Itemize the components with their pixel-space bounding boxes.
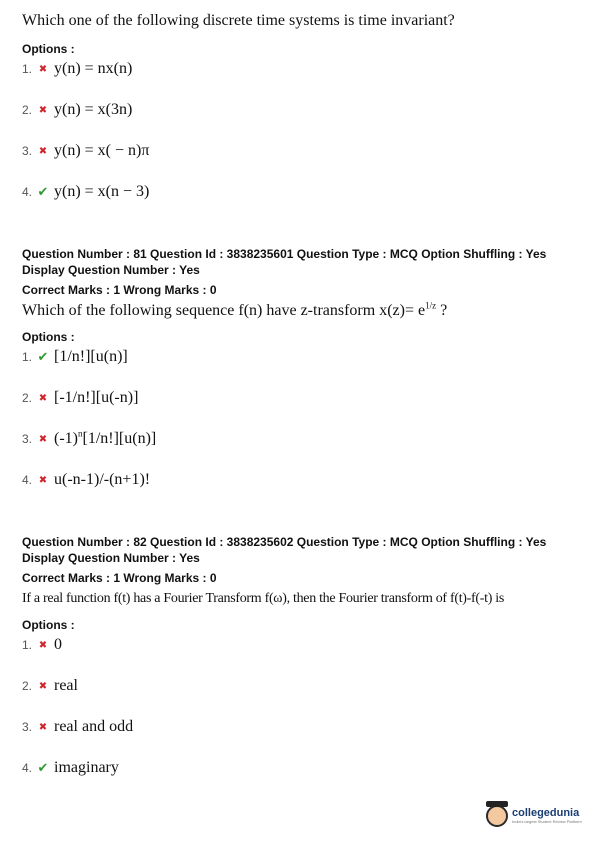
marks-info: Correct Marks : 1 Wrong Marks : 0: [22, 571, 217, 585]
question-block-81: [22, 246, 577, 490]
option-number: 3.: [22, 144, 33, 158]
cross-icon: ✖: [38, 433, 48, 445]
cross-icon: ✖: [38, 145, 48, 157]
option-2[interactable]: [22, 100, 577, 120]
option-text: 0: [54, 636, 62, 653]
cross-icon: ✖: [38, 63, 48, 75]
option-number: 3.: [22, 432, 33, 446]
option-text: [54, 430, 156, 448]
option-3[interactable]: [22, 141, 577, 161]
option-text: imaginary: [54, 759, 119, 776]
option-3[interactable]: [22, 717, 577, 737]
option-number: 1.: [22, 350, 33, 364]
option-2[interactable]: [22, 388, 577, 408]
cross-icon: ✖: [38, 474, 48, 486]
cross-icon: ✖: [38, 104, 48, 116]
option-text: y(n) = x( − n)π: [54, 142, 150, 159]
option-number: 1.: [22, 62, 33, 76]
option-text: y(n) = nx(n): [54, 60, 133, 77]
option-text-pre: (-1): [54, 430, 78, 447]
option-text-post: [1/n!][u(n)]: [82, 430, 157, 447]
option-text: u(-n-1)/-(n+1)!: [54, 471, 151, 488]
option-4[interactable]: [22, 758, 577, 778]
option-number: 4.: [22, 761, 33, 775]
marks-info: Correct Marks : 1 Wrong Marks : 0: [22, 283, 217, 297]
options-label: Options :: [22, 618, 75, 632]
check-icon: ✔: [37, 184, 49, 199]
option-4[interactable]: [22, 182, 577, 202]
cross-icon: ✖: [38, 392, 48, 404]
option-number: 3.: [22, 720, 33, 734]
option-text: real: [54, 677, 78, 694]
question-text: If a real function f(t) has a Fourier Transform f(ω), then the Fourier transform of f(t)-f(-t) is: [22, 591, 505, 606]
cross-icon: ✖: [38, 639, 48, 651]
option-3[interactable]: [22, 429, 577, 449]
question-text: [22, 300, 577, 321]
option-number: 4.: [22, 185, 33, 199]
option-4[interactable]: [22, 470, 577, 490]
display-question-number: Display Question Number : Yes: [22, 263, 200, 277]
question-text: Which one of the following discrete time systems is time invariant?: [22, 12, 455, 29]
option-1[interactable]: [22, 59, 577, 79]
option-number: 2.: [22, 103, 33, 117]
option-number: 4.: [22, 473, 33, 487]
option-2[interactable]: [22, 676, 577, 696]
mascot-icon: [486, 805, 508, 827]
question-meta: Question Number : 82 Question Id : 3838235602 Question Type : MCQ Option Shuffling : Yes: [22, 535, 547, 549]
option-1[interactable]: [22, 635, 577, 655]
options-label: Options :: [22, 330, 75, 344]
question-block-82: [22, 534, 577, 778]
options-label: Options :: [22, 42, 75, 56]
option-text: [-1/n!][u(-n)]: [54, 389, 139, 406]
display-question-number: Display Question Number : Yes: [22, 551, 200, 565]
option-1[interactable]: [22, 347, 577, 367]
question-text-end: ?: [436, 302, 448, 319]
logo-name: collegedunia: [512, 807, 580, 819]
check-icon: ✔: [37, 760, 49, 775]
cross-icon: ✖: [38, 680, 48, 692]
option-text: y(n) = x(3n): [54, 101, 133, 118]
logo-tagline: India's largest Student Review Platform: [512, 819, 582, 824]
cross-icon: ✖: [38, 721, 48, 733]
question-superscript: 1/z: [425, 300, 437, 311]
option-text: y(n) = x(n − 3): [54, 183, 150, 200]
option-number: 1.: [22, 638, 33, 652]
question-block-1: [22, 10, 577, 202]
question-meta: Question Number : 81 Question Id : 3838235601 Question Type : MCQ Option Shuffling : Yes: [22, 247, 547, 261]
collegedunia-logo[interactable]: [486, 798, 586, 834]
option-number: 2.: [22, 679, 33, 693]
option-text: [1/n!][u(n)]: [54, 348, 128, 365]
question-text-main: Which of the following sequence f(n) have z-transform x(z)= e: [22, 302, 426, 319]
option-superscript: n: [77, 428, 83, 439]
check-icon: ✔: [37, 349, 49, 364]
option-text: real and odd: [54, 718, 134, 735]
option-number: 2.: [22, 391, 33, 405]
